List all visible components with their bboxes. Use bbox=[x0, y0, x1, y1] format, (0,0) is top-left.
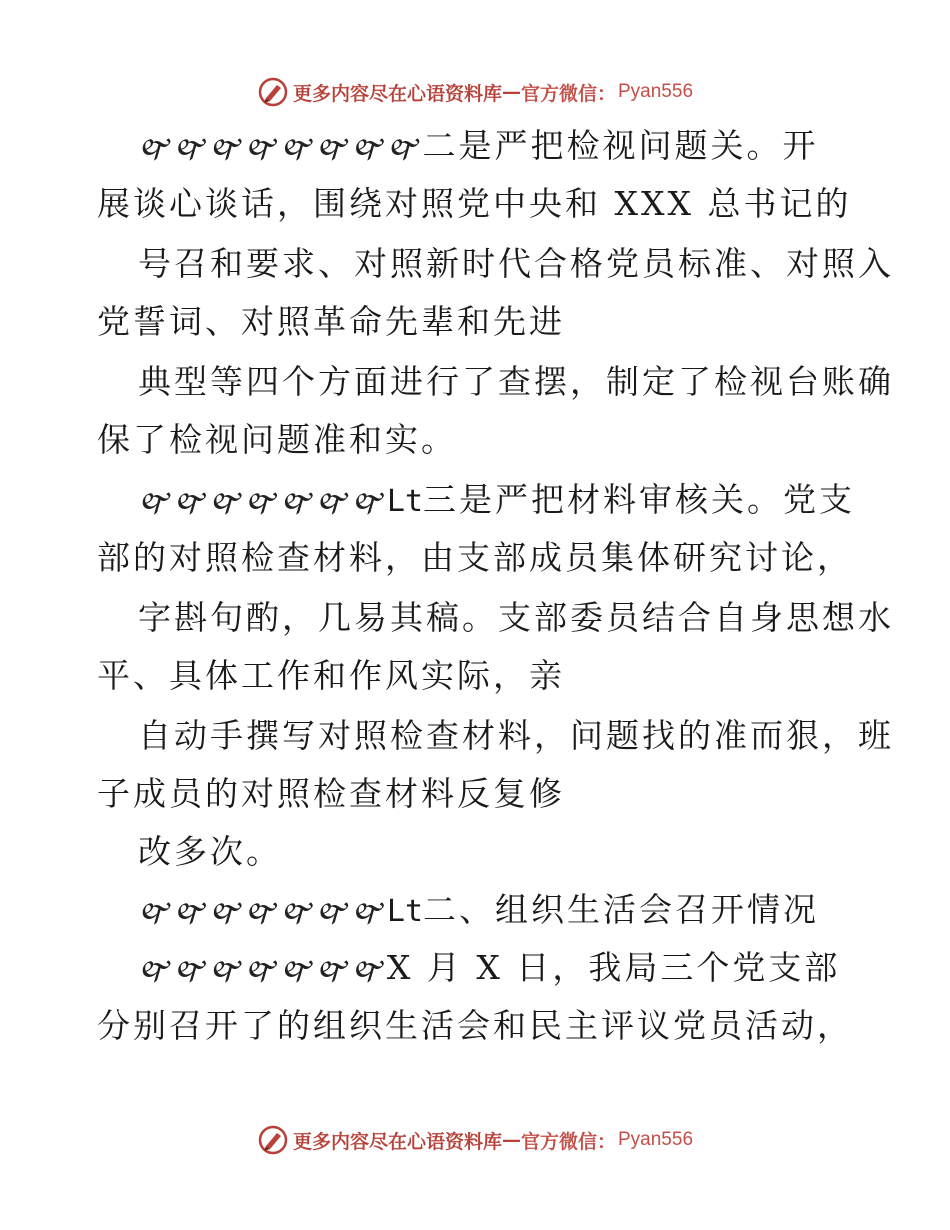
paragraph-line: 平、具体工作和作风实际，亲 bbox=[97, 656, 565, 695]
section-heading: 🙰🙰🙰🙰🙰🙰🙰Lt二、组织生活会召开情况 bbox=[138, 890, 820, 929]
marker-text: Lt bbox=[386, 484, 424, 519]
dash-text: — bbox=[501, 1129, 521, 1151]
pen-logo-icon bbox=[257, 1124, 289, 1156]
pen-logo-icon bbox=[257, 76, 289, 108]
dash-text: — bbox=[501, 81, 521, 103]
paragraph-line: 🙰🙰🙰🙰🙰🙰🙰🙰二是严把检视问题关。开 bbox=[138, 126, 819, 165]
wechat-id: Pyan556 bbox=[618, 81, 694, 102]
wechat-label: 官方微信： bbox=[520, 82, 616, 105]
paragraph-line: 展谈心谈话，围绕对照党中央和 XXX 总书记的 bbox=[97, 184, 852, 223]
header-watermark bbox=[0, 72, 950, 112]
brand-text: 更多内容尽在心语资料库 bbox=[292, 82, 502, 105]
ornament-icon: 🙰🙰🙰🙰🙰🙰🙰🙰 bbox=[138, 131, 423, 164]
footer-watermark bbox=[0, 1120, 950, 1160]
paragraph-line: 子成员的对照检查材料反复修 bbox=[97, 774, 565, 813]
paragraph-line: 改多次。 bbox=[138, 832, 282, 871]
paragraph-line: 典型等四个方面进行了查摆，制定了检视台账确 bbox=[138, 362, 894, 401]
paragraph-line: 自动手撰写对照检查材料，问题找的准而狠，班 bbox=[138, 716, 894, 755]
paragraph-line: 保了检视问题准和实。 bbox=[97, 420, 457, 459]
wechat-id: Pyan556 bbox=[618, 1129, 694, 1150]
paragraph-line: 分别召开了的组织生活会和民主评议党员活动， bbox=[97, 1006, 853, 1045]
paragraph-line: 🙰🙰🙰🙰🙰🙰🙰X 月 X 日，我局三个党支部 bbox=[138, 948, 841, 987]
paragraph-line: 党誓词、对照革命先辈和先进 bbox=[97, 302, 565, 341]
paragraph-line: 字斟句酌，几易其稿。支部委员结合自身思想水 bbox=[138, 598, 894, 637]
paragraph-line: 🙰🙰🙰🙰🙰🙰🙰Lt三是严把材料审核关。党支 bbox=[138, 480, 856, 519]
paragraph-line: 号召和要求、对照新时代合格党员标准、对照入 bbox=[138, 244, 894, 283]
ornament-icon: 🙰🙰🙰🙰🙰🙰🙰 bbox=[138, 953, 387, 986]
brand-text: 更多内容尽在心语资料库 bbox=[292, 1130, 502, 1153]
ornament-icon: 🙰🙰🙰🙰🙰🙰🙰 bbox=[138, 485, 387, 518]
paragraph-line: 部的对照检查材料，由支部成员集体研究讨论， bbox=[97, 538, 853, 577]
wechat-label: 官方微信： bbox=[520, 1130, 616, 1153]
ornament-icon: 🙰🙰🙰🙰🙰🙰🙰 bbox=[138, 895, 387, 928]
marker-text: Lt bbox=[386, 894, 424, 929]
